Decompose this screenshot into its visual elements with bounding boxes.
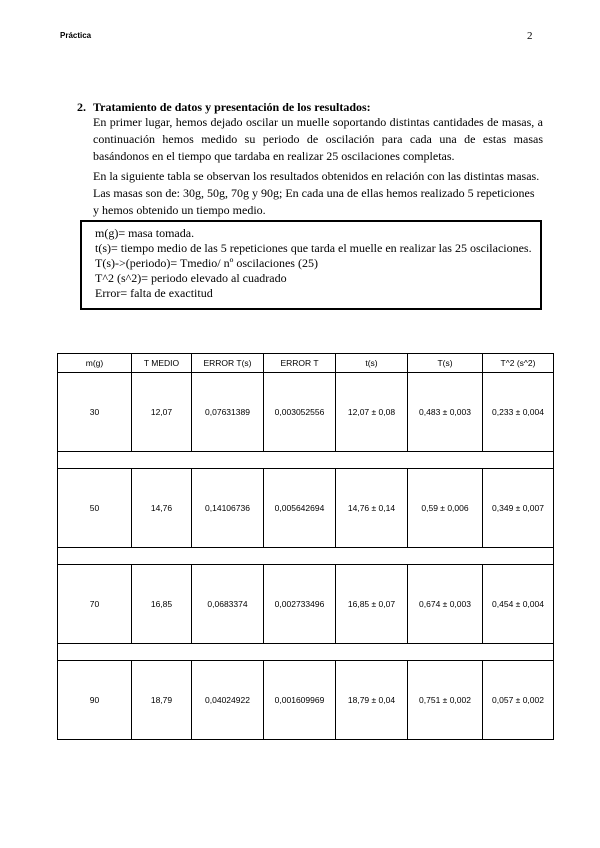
paragraph-intro: En primer lugar, hemos dejado oscilar un muelle soportando distintas cantidades de masas, a continuación hemos medido su periodo de oscilación para cada una de estas masas basándonos en el tiempo que tardaba en realizar 25 oscilaciones completas. (93, 115, 543, 163)
table-cell: 14,76 (132, 469, 192, 548)
column-header-t-medio: T MEDIO (132, 354, 192, 373)
table-spacer-cell (58, 548, 554, 565)
table-spacer-cell (58, 644, 554, 661)
table-spacer-cell (58, 452, 554, 469)
column-header-period-squared: T^2 (s^2) (483, 354, 554, 373)
table-spacer-row (58, 452, 554, 469)
table-cell: 50 (58, 469, 132, 548)
table-cell: 0,002733496 (264, 565, 336, 644)
table-cell: 30 (58, 373, 132, 452)
table-cell: 0,674 ± 0,003 (408, 565, 483, 644)
table-cell: 0,454 ± 0,004 (483, 565, 554, 644)
legend-line: T(s)->(periodo)= Tmedio/ nº oscilaciones (25) (95, 256, 318, 270)
table-spacer-row (58, 644, 554, 661)
section-heading (77, 100, 547, 115)
table-row (58, 661, 554, 740)
column-header-error-t: ERROR T (264, 354, 336, 373)
table-cell: 0,005642694 (264, 469, 336, 548)
legend-box (80, 220, 542, 310)
page-number: 2 (527, 30, 533, 42)
column-header-time: t(s) (336, 354, 408, 373)
legend-line: t(s)= tiempo medio de las 5 repeticiones que tarda el muelle en realizar las 25 oscilaciones. (95, 241, 532, 255)
table-cell: 18,79 (132, 661, 192, 740)
table-cell: 14,76 ± 0,14 (336, 469, 408, 548)
results-table (57, 353, 554, 740)
section-number: 2. (77, 100, 86, 114)
legend-line: m(g)= masa tomada. (95, 226, 195, 240)
table-cell: 0,349 ± 0,007 (483, 469, 554, 548)
table-cell: 18,79 ± 0,04 (336, 661, 408, 740)
section-title: Tratamiento de datos y presentación de los resultados: (93, 100, 371, 114)
table-cell: 16,85 (132, 565, 192, 644)
table-cell: 16,85 ± 0,07 (336, 565, 408, 644)
column-header-period: T(s) (408, 354, 483, 373)
table-cell: 70 (58, 565, 132, 644)
table-header-row (58, 354, 554, 373)
table-cell: 0,057 ± 0,002 (483, 661, 554, 740)
table-row (58, 373, 554, 452)
legend-line: T^2 (s^2)= periodo elevado al cuadrado (95, 271, 287, 285)
table-cell: 0,59 ± 0,006 (408, 469, 483, 548)
table-cell: 0,483 ± 0,003 (408, 373, 483, 452)
legend-line: Error= falta de exactitud (95, 286, 213, 300)
table-cell: 0,233 ± 0,004 (483, 373, 554, 452)
table-cell: 0,07631389 (192, 373, 264, 452)
table-cell: 12,07 ± 0,08 (336, 373, 408, 452)
header-title: Práctica (60, 31, 92, 40)
table-cell: 0,0683374 (192, 565, 264, 644)
table-row (58, 469, 554, 548)
table-cell: 0,003052556 (264, 373, 336, 452)
column-header-mass: m(g) (58, 354, 132, 373)
table-cell: 90 (58, 661, 132, 740)
table-cell: 0,04024922 (192, 661, 264, 740)
table-cell: 0,14106736 (192, 469, 264, 548)
table-cell: 0,001609969 (264, 661, 336, 740)
table-row (58, 565, 554, 644)
paragraph-table-intro: En la siguiente tabla se observan los resultados obtenidos en relación con las distintas masas. Las masas son de: 30g, 50g, 70g y 90g; En cada una de ellas hemos realizado 5 repeticiones y hemos obtenido un tiempo medio. (93, 169, 540, 217)
column-header-error-period: ERROR T(s) (192, 354, 264, 373)
table-spacer-row (58, 548, 554, 565)
table-cell: 0,751 ± 0,002 (408, 661, 483, 740)
table-cell: 12,07 (132, 373, 192, 452)
